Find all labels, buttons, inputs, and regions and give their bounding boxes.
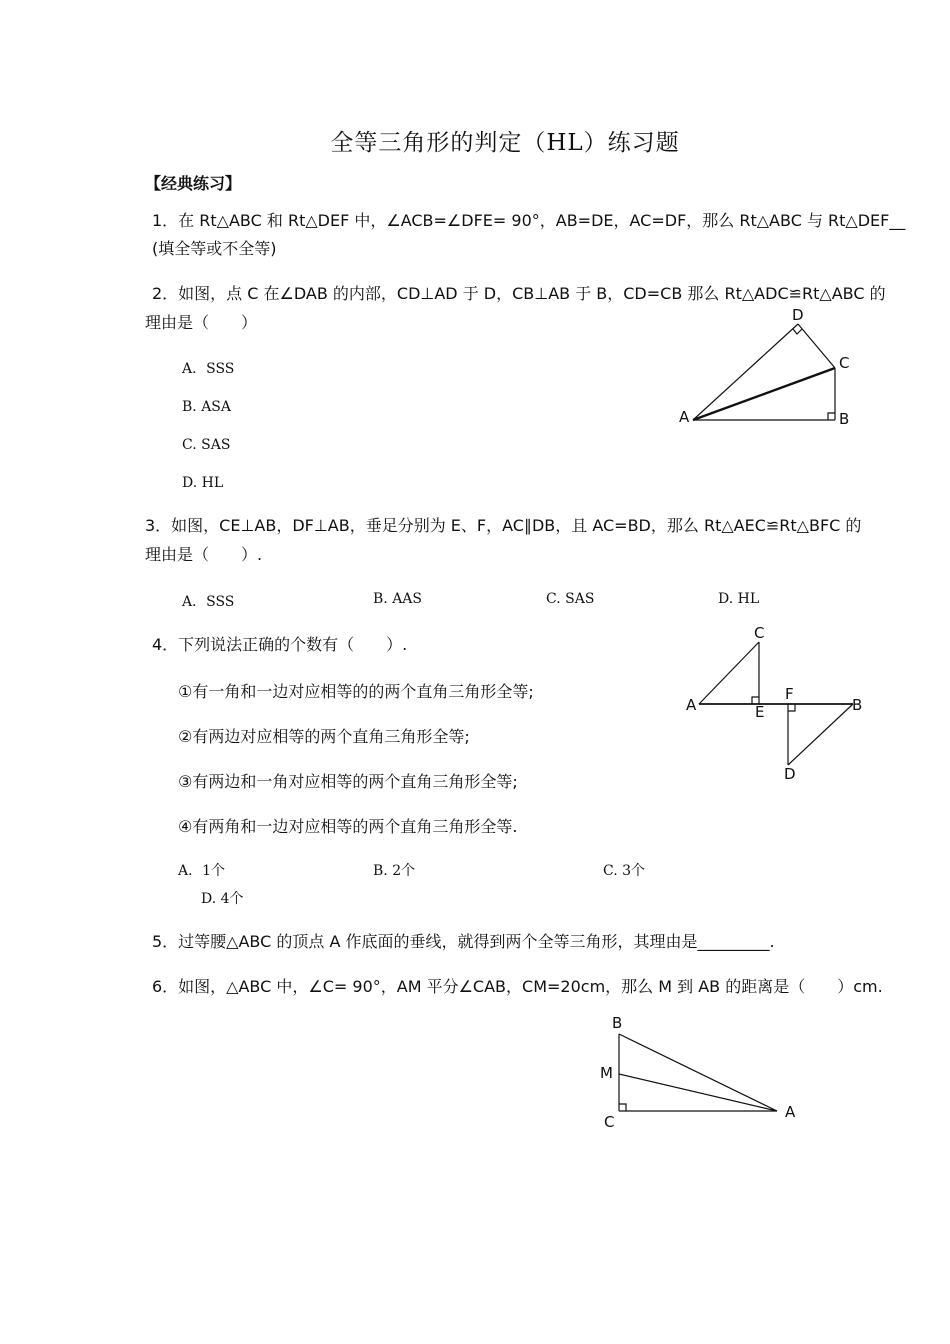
q6-seg-ab xyxy=(619,1034,777,1111)
q2-line2: 理由是（ ） xyxy=(145,313,258,332)
q4-right-angle-f xyxy=(788,704,795,711)
q4-label-a: A xyxy=(686,696,697,714)
q3-line1: 3．如图，CE⊥AB，DF⊥AB，垂足分别为 E、F，AC∥DB，且 AC=BD，那么 Rt△AEC≌Rt△BFC 的 xyxy=(145,516,862,535)
q2-right-angle-d xyxy=(793,329,802,334)
q6-label-a: A xyxy=(785,1103,796,1121)
q4-statement-2: ②有两边对应相等的两个直角三角形全等; xyxy=(178,727,470,746)
page-title: 全等三角形的判定（HL）练习题 xyxy=(330,130,680,156)
q4-figure xyxy=(680,620,870,785)
q6-text: 6．如图，△ABC 中，∠C= 90°，AM 平分∠CAB，CM=20cm，那么 M 到 AB 的距离是（ ）cm. xyxy=(152,977,883,996)
q4-label-e: E xyxy=(755,703,765,721)
q4-option-b: B. 2个 xyxy=(373,863,416,879)
q4-label-f: F xyxy=(785,685,794,703)
q6-right-angle-c xyxy=(619,1104,626,1111)
q1-line1: 1．在 Rt△ABC 和 Rt△DEF 中，∠ACB=∠DFE= 90°，AB=DE，AC=DF，那么 Rt△ABC 与 Rt△DEF__ xyxy=(152,211,906,230)
q2-label-c: C xyxy=(839,354,850,372)
q6-label-m: M xyxy=(600,1064,613,1082)
q5-text: 5．过等腰△ABC 的顶点 A 作底面的垂线，就得到两个全等三角形，其理由是_________. xyxy=(152,932,775,951)
q4-option-d: D. 4个 xyxy=(201,891,244,907)
q3-line2: 理由是（ ）. xyxy=(145,545,263,564)
q4-statement-3: ③有两边和一角对应相等的两个直角三角形全等; xyxy=(178,772,518,791)
section-heading: 【经典练习】 xyxy=(145,174,242,193)
q2-label-d: D xyxy=(792,306,804,324)
q1-line2: (填全等或不全等) xyxy=(152,239,277,258)
q2-option-c: C. SAS xyxy=(182,437,231,453)
q2-line1: 2．如图，点 C 在∠DAB 的内部，CD⊥AD 于 D，CB⊥AB 于 B，CD=CB 那么 Rt△ADC≌Rt△ABC 的 xyxy=(152,284,886,303)
q4-label-c: C xyxy=(754,624,765,642)
q3-option-d: D. HL xyxy=(718,591,760,607)
q4-label-b: B xyxy=(852,696,863,714)
q4-statement-1: ①有一角和一边对应相等的的两个直角三角形全等; xyxy=(178,682,534,701)
q4-statement-4: ④有两角和一边对应相等的两个直角三角形全等. xyxy=(178,817,518,836)
q4-option-a: A．1个 xyxy=(178,863,226,879)
q2-option-b: B. ASA xyxy=(182,399,231,415)
q2-seg-ac xyxy=(693,368,835,420)
q3-option-c: C. SAS xyxy=(546,591,595,607)
q3-option-b: B. AAS xyxy=(373,591,422,607)
q2-right-angle-b xyxy=(828,413,835,420)
q6-figure xyxy=(595,1010,810,1135)
q2-seg-dc xyxy=(798,324,835,368)
q2-option-a: A．SSS xyxy=(182,361,235,377)
q6-label-c: C xyxy=(604,1113,615,1131)
q4-label-d: D xyxy=(784,765,796,783)
q4-seg-ac xyxy=(699,642,759,704)
q2-figure xyxy=(675,300,860,435)
q2-option-d: D. HL xyxy=(182,475,224,491)
q4-option-c: C. 3个 xyxy=(603,863,646,879)
q6-seg-am xyxy=(619,1074,777,1111)
q2-label-a: A xyxy=(679,408,690,426)
q2-label-b: B xyxy=(839,410,850,428)
q4-stem: 4．下列说法正确的个数有（ ）. xyxy=(152,635,408,654)
q3-option-a: A．SSS xyxy=(182,594,235,610)
q4-seg-bd xyxy=(788,704,853,765)
q6-label-b: B xyxy=(612,1014,623,1032)
q2-seg-ad xyxy=(693,324,798,420)
